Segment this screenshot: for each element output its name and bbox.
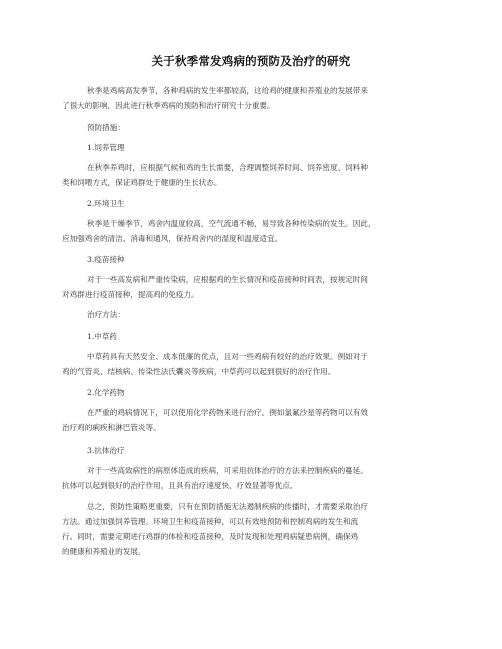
text-line: 对鸡群进行疫苗接种，提高鸡的免疫力。 — [62, 290, 199, 299]
feeding-section — [62, 140, 442, 190]
text-line: 总之，预防性策略更重要，只有在预防措施无法遏制疾病的传播时，才需要采取治疗 — [87, 502, 368, 511]
prevention-heading — [62, 120, 442, 135]
text-line: 秋季是鸡病高发季节，各种鸡病的发生率都较高，这给鸡的健康和养殖业的发展带来 — [87, 86, 368, 95]
subsection-heading: 2.环境卫生 — [87, 199, 125, 208]
text-line: 在秋季养鸡时，应根据气候和鸡的生长需要，合理调整饲养时间、饲养密度、饲料种 — [87, 163, 368, 172]
text-line: 鸡的气管炎、结核病、传染性法氏囊炎等疾病，中草药可以起到很好的治疗作用。 — [62, 367, 336, 376]
text-line: 秋季是干燥季节，鸡舍内温度较高，空气流通不畅，易导致各种传染病的发生。因此， — [87, 219, 376, 228]
text-line: 在严重的鸡病情况下，可以使用化学药物来进行治疗。例如氯氟沙星等药物可以有效 — [87, 408, 368, 417]
summary-paragraph — [62, 499, 442, 559]
text-line: 中草药具有天然安全、成本低廉的优点，且对一些鸡病有较好的治疗效果。例如对于 — [87, 352, 368, 361]
hygiene-section — [62, 196, 442, 246]
text-line: 治疗鸡的痢疾和淋巴管炎等。 — [62, 423, 161, 432]
document-title: 关于秋季常发鸡病的预防及治疗的研究 — [151, 54, 351, 68]
text-line: 抗体可以起到很好的治疗作用，且具有治疗速度快、疗效显著等优点。 — [62, 481, 298, 490]
text-line: 的健康和养殖业的发展。 — [62, 547, 146, 556]
antibody-section — [62, 443, 442, 493]
text-line: 应加强鸡舍的清洁、消毒和通风，保持鸡舍内的湿度和温度适宜。 — [62, 234, 283, 243]
vaccine-section — [62, 252, 442, 302]
subsection-heading: 1.饲养管理 — [87, 143, 125, 152]
subsection-heading: 3.疫苗接种 — [87, 255, 125, 264]
text-line: 类和饲喂方式，保证鸡群处于健康的生长状态。 — [62, 178, 222, 187]
subsection-heading: 2.化学药物 — [87, 388, 125, 397]
section-heading: 治疗方法： — [87, 310, 125, 319]
subsection-heading: 1.中草药 — [87, 332, 118, 341]
text-line: 行。同时，需要定期进行鸡群的体检和疫苗接种，及时发现和处理鸡病疑患病例，确保鸡 — [62, 532, 359, 541]
text-line: 方法。通过加强饲养管理、环境卫生和疫苗接种，可以有效地预防和控制鸡病的发生和流 — [62, 517, 359, 526]
intro-paragraph — [62, 83, 442, 113]
text-line: 对于一些高致病性的病原体造成的疾病，可采用抗体治疗的方法来控制疾病的蔓延。 — [87, 466, 368, 475]
text-line: 对于一些高发病和严重传染病，应根据鸡的生长情况和疫苗接种时间表，按规定时间 — [87, 275, 368, 284]
text-line: 了很大的影响，因此进行秋季鸡病的预防和治疗研究十分重要。 — [62, 101, 275, 110]
section-heading: 预防措施： — [87, 123, 125, 132]
subsection-heading: 3.抗体治疗 — [87, 446, 125, 455]
herbal-section — [62, 329, 442, 379]
chemical-section — [62, 385, 442, 435]
treatment-heading — [62, 307, 442, 322]
